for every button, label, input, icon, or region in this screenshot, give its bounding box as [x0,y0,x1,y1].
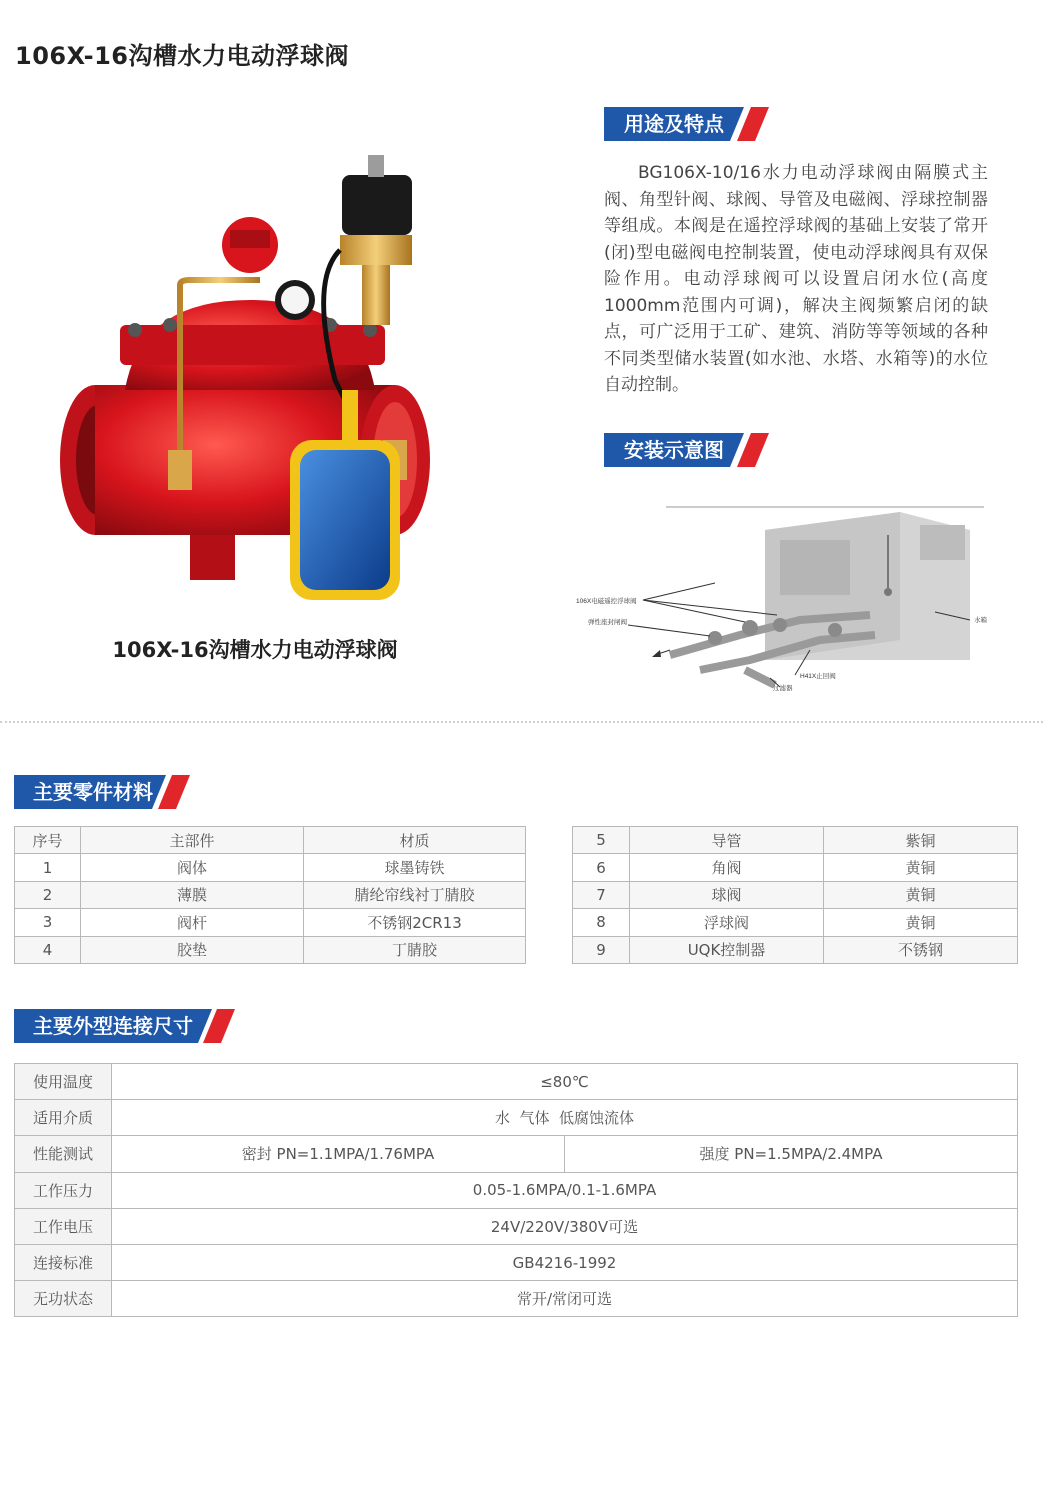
table-cell: 薄膜 [81,881,304,908]
table-row [15,1244,1018,1280]
table-row [15,1281,1018,1317]
spec-value: 常开/常闭可选 [112,1281,1018,1317]
header-cell: 材质 [304,827,526,854]
table-cell: 1 [15,854,81,881]
usage-section-title: 用途及特点 [624,112,724,136]
table-cell: 4 [15,936,81,963]
materials-section-header [14,775,190,809]
parts-table-left [14,826,526,964]
dimensions-section-title: 主要外型连接尺寸 [33,1014,193,1038]
table-row [573,827,1018,854]
valve-photo [50,150,430,620]
table-row [15,909,526,936]
spec-value: 24V/220V/380V可选 [112,1208,1018,1244]
spec-value: ≤80℃ [112,1064,1018,1100]
spec-label: 无功状态 [15,1281,112,1317]
table-cell: 7 [573,881,630,908]
materials-section-title: 主要零件材料 [33,780,153,804]
table-cell: 不锈钢2CR13 [304,909,526,936]
spec-value: 0.05-1.6MPA/0.1-1.6MPA [112,1172,1018,1208]
table-row [573,854,1018,881]
table-cell: 9 [573,936,630,963]
table-row [15,936,526,963]
table-cell: 球墨铸铁 [304,854,526,881]
install-section-header [604,433,769,467]
table-row [15,1064,1018,1100]
table-cell: 黄铜 [824,854,1018,881]
table-cell: 阀杆 [81,909,304,936]
usage-section-header [604,107,769,141]
table-cell: 黄铜 [824,909,1018,936]
spec-table [14,1063,1018,1317]
install-diagram [570,500,990,695]
product-caption: 106X-16沟槽水力电动浮球阀 [112,638,398,662]
section-divider [0,721,1043,723]
table-cell: UQK控制器 [630,936,824,963]
label-remote-valve: 106X电磁遥控浮球阀 [576,598,637,605]
table-cell: 浮球阀 [630,909,824,936]
spec-value: 水 气体 低腐蚀流体 [112,1100,1018,1136]
table-cell: 球阀 [630,881,824,908]
table-cell: 导管 [630,827,824,854]
header-cell: 序号 [15,827,81,854]
spec-label: 适用介质 [15,1100,112,1136]
spec-label: 工作压力 [15,1172,112,1208]
table-cell: 8 [573,909,630,936]
header-cell: 主部件 [81,827,304,854]
table-row [573,881,1018,908]
table-cell: 5 [573,827,630,854]
label-filter: 过滤器 [773,685,793,692]
spec-label: 使用温度 [15,1064,112,1100]
spec-value: GB4216-1992 [112,1244,1018,1280]
spec-label: 连接标准 [15,1244,112,1280]
label-tank: 水箱 [974,617,987,624]
label-check-valve: H41X止回阀 [800,673,836,680]
table-header-row [15,827,526,854]
table-row [15,1172,1018,1208]
table-cell: 阀体 [81,854,304,881]
table-row [573,936,1018,963]
table-row [573,909,1018,936]
product-description: BG106X-10/16水力电动浮球阀由隔膜式主阀、角型针阀、球阀、导管及电磁阀、浮球控制器等组成。本阀是在遥控浮球阀的基础上安装了常开(闭)型电磁阀电控制装置，使电动浮球阀具有双保险作用。电动浮球阀可以设置启闭水位(高度1000mm范围内可调)，解决主阀频繁启闭的缺点，可广泛用于工矿、建筑、消防等等领域的各种不同类型储水装置(如水池、水塔、水箱等)的水位自动控制。 [604,163,988,395]
table-cell: 胶垫 [81,936,304,963]
table-cell: 6 [573,854,630,881]
spec-label: 工作电压 [15,1208,112,1244]
table-cell: 角阀 [630,854,824,881]
table-row [15,881,526,908]
spec-value-strength: 强度 PN=1.5MPA/2.4MPA [565,1136,1018,1172]
table-cell: 黄铜 [824,881,1018,908]
install-section-title: 安装示意图 [624,438,724,462]
table-row [15,1136,1018,1172]
table-row [15,1100,1018,1136]
table-cell: 2 [15,881,81,908]
table-cell: 腈纶帘线衬丁腈胶 [304,881,526,908]
dimensions-section-header [14,1009,235,1043]
table-cell: 不锈钢 [824,936,1018,963]
table-row [15,854,526,881]
table-cell: 3 [15,909,81,936]
table-cell: 紫铜 [824,827,1018,854]
table-cell: 丁腈胶 [304,936,526,963]
parts-table-right [572,826,1018,964]
spec-label: 性能测试 [15,1136,112,1172]
page-title: 106X-16沟槽水力电动浮球阀 [15,42,350,70]
label-gate-valve: 弹性座封闸阀 [588,619,627,626]
table-row [15,1208,1018,1244]
spec-value-seal: 密封 PN=1.1MPA/1.76MPA [112,1136,565,1172]
